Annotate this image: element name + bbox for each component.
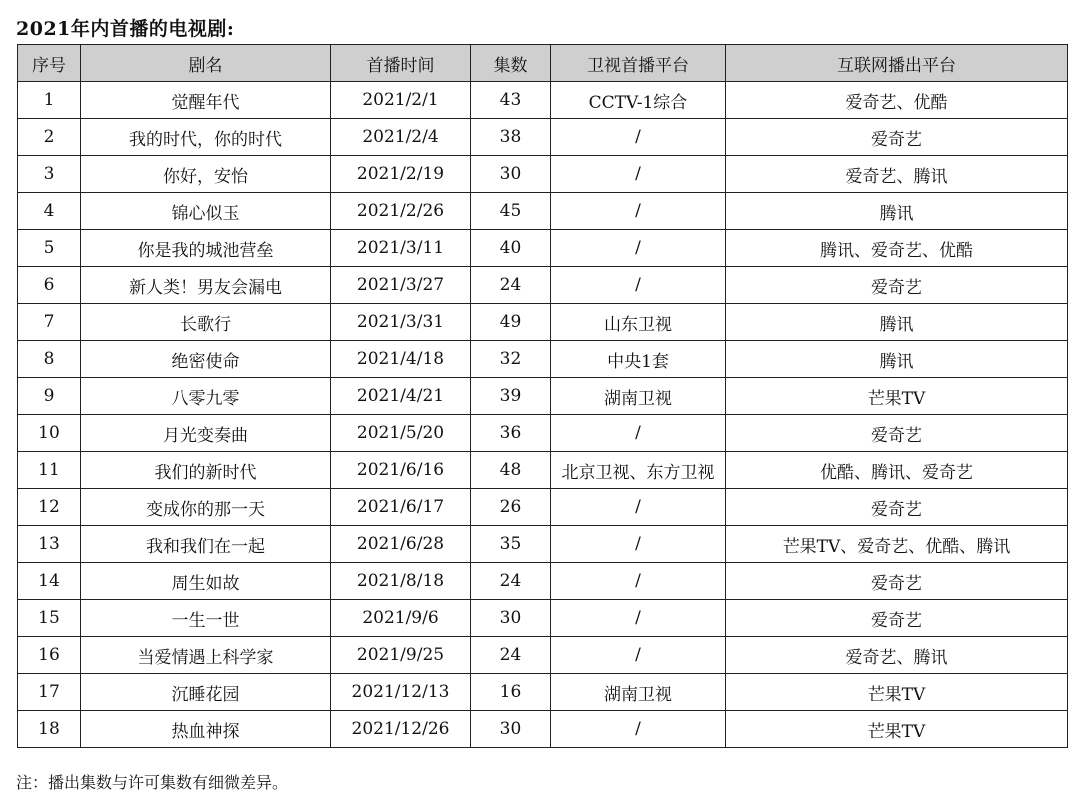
cell-tv-platform: / xyxy=(551,267,726,304)
cell-tv-platform: 湖南卫视 xyxy=(551,378,726,415)
cell-internet-platform: 腾讯、爱奇艺、优酷 xyxy=(726,230,1068,267)
cell-tv-platform: 山东卫视 xyxy=(551,304,726,341)
table-row xyxy=(18,711,1068,748)
cell-premiere-date: 2021/5/20 xyxy=(331,415,471,452)
cell-premiere-date: 2021/4/21 xyxy=(331,378,471,415)
table-row xyxy=(18,674,1068,711)
cell-internet-platform: 爱奇艺 xyxy=(726,267,1068,304)
cell-index: 13 xyxy=(18,526,81,563)
cell-premiere-date: 2021/12/13 xyxy=(331,674,471,711)
cell-premiere-date: 2021/3/27 xyxy=(331,267,471,304)
cell-episodes: 45 xyxy=(471,193,551,230)
page-title: 2021年内首播的电视剧: xyxy=(16,18,235,40)
cell-episodes: 35 xyxy=(471,526,551,563)
cell-index: 15 xyxy=(18,600,81,637)
table-row xyxy=(18,230,1068,267)
cell-tv-platform: / xyxy=(551,230,726,267)
cell-index: 16 xyxy=(18,637,81,674)
cell-index: 8 xyxy=(18,341,81,378)
cell-tv-platform: / xyxy=(551,119,726,156)
table-row xyxy=(18,156,1068,193)
cell-title: 你好，安怡 xyxy=(81,156,331,193)
cell-internet-platform: 爱奇艺 xyxy=(726,563,1068,600)
cell-internet-platform: 爱奇艺 xyxy=(726,489,1068,526)
cell-internet-platform: 芒果TV xyxy=(726,378,1068,415)
cell-tv-platform: / xyxy=(551,637,726,674)
cell-internet-platform: 爱奇艺 xyxy=(726,415,1068,452)
table-row xyxy=(18,452,1068,489)
table-row xyxy=(18,378,1068,415)
cell-tv-platform: / xyxy=(551,193,726,230)
table-header-row xyxy=(18,45,1068,82)
cell-premiere-date: 2021/9/6 xyxy=(331,600,471,637)
cell-title: 一生一世 xyxy=(81,600,331,637)
cell-episodes: 32 xyxy=(471,341,551,378)
cell-episodes: 24 xyxy=(471,637,551,674)
cell-tv-platform: / xyxy=(551,563,726,600)
cell-internet-platform: 爱奇艺、优酷 xyxy=(726,82,1068,119)
cell-title: 你是我的城池营垒 xyxy=(81,230,331,267)
cell-index: 2 xyxy=(18,119,81,156)
cell-episodes: 38 xyxy=(471,119,551,156)
cell-title: 锦心似玉 xyxy=(81,193,331,230)
cell-tv-platform: / xyxy=(551,415,726,452)
col-header-title: 剧名 xyxy=(81,45,331,82)
cell-title: 变成你的那一天 xyxy=(81,489,331,526)
cell-premiere-date: 2021/6/17 xyxy=(331,489,471,526)
cell-premiere-date: 2021/2/4 xyxy=(331,119,471,156)
cell-title: 我们的新时代 xyxy=(81,452,331,489)
table-row xyxy=(18,304,1068,341)
cell-premiere-date: 2021/8/18 xyxy=(331,563,471,600)
cell-premiere-date: 2021/2/26 xyxy=(331,193,471,230)
cell-premiere-date: 2021/3/31 xyxy=(331,304,471,341)
cell-title: 我的时代，你的时代 xyxy=(81,119,331,156)
cell-title: 我和我们在一起 xyxy=(81,526,331,563)
cell-internet-platform: 优酷、腾讯、爱奇艺 xyxy=(726,452,1068,489)
cell-episodes: 16 xyxy=(471,674,551,711)
cell-episodes: 36 xyxy=(471,415,551,452)
cell-tv-platform: 北京卫视、东方卫视 xyxy=(551,452,726,489)
cell-premiere-date: 2021/12/26 xyxy=(331,711,471,748)
cell-internet-platform: 爱奇艺 xyxy=(726,600,1068,637)
cell-title: 沉睡花园 xyxy=(81,674,331,711)
cell-title: 当爱情遇上科学家 xyxy=(81,637,331,674)
cell-premiere-date: 2021/9/25 xyxy=(331,637,471,674)
cell-internet-platform: 芒果TV、爱奇艺、优酷、腾讯 xyxy=(726,526,1068,563)
cell-episodes: 30 xyxy=(471,600,551,637)
cell-index: 14 xyxy=(18,563,81,600)
cell-index: 3 xyxy=(18,156,81,193)
col-header-index: 序号 xyxy=(18,45,81,82)
cell-episodes: 40 xyxy=(471,230,551,267)
cell-internet-platform: 爱奇艺、腾讯 xyxy=(726,156,1068,193)
cell-internet-platform: 爱奇艺、腾讯 xyxy=(726,637,1068,674)
cell-title: 绝密使命 xyxy=(81,341,331,378)
cell-title: 觉醒年代 xyxy=(81,82,331,119)
cell-index: 1 xyxy=(18,82,81,119)
cell-premiere-date: 2021/4/18 xyxy=(331,341,471,378)
table-row xyxy=(18,526,1068,563)
table-row xyxy=(18,563,1068,600)
cell-tv-platform: / xyxy=(551,156,726,193)
cell-index: 10 xyxy=(18,415,81,452)
cell-internet-platform: 腾讯 xyxy=(726,341,1068,378)
cell-title: 周生如故 xyxy=(81,563,331,600)
cell-index: 5 xyxy=(18,230,81,267)
cell-tv-platform: / xyxy=(551,711,726,748)
cell-tv-platform: 中央1套 xyxy=(551,341,726,378)
cell-episodes: 49 xyxy=(471,304,551,341)
cell-tv-platform: CCTV-1综合 xyxy=(551,82,726,119)
cell-index: 9 xyxy=(18,378,81,415)
cell-episodes: 30 xyxy=(471,711,551,748)
cell-index: 7 xyxy=(18,304,81,341)
cell-title: 八零九零 xyxy=(81,378,331,415)
cell-premiere-date: 2021/3/11 xyxy=(331,230,471,267)
cell-episodes: 39 xyxy=(471,378,551,415)
table-body xyxy=(18,82,1068,748)
cell-title: 新人类！男友会漏电 xyxy=(81,267,331,304)
cell-internet-platform: 腾讯 xyxy=(726,304,1068,341)
cell-index: 17 xyxy=(18,674,81,711)
table-row xyxy=(18,119,1068,156)
cell-internet-platform: 爱奇艺 xyxy=(726,119,1068,156)
table-row xyxy=(18,489,1068,526)
table-row xyxy=(18,600,1068,637)
table-row xyxy=(18,341,1068,378)
footnote: 注：播出集数与许可集数有细微差异。 xyxy=(16,773,289,792)
cell-index: 18 xyxy=(18,711,81,748)
cell-tv-platform: 湖南卫视 xyxy=(551,674,726,711)
cell-title: 长歌行 xyxy=(81,304,331,341)
table-row xyxy=(18,193,1068,230)
cell-episodes: 24 xyxy=(471,563,551,600)
col-header-premiere-date: 首播时间 xyxy=(331,45,471,82)
cell-internet-platform: 芒果TV xyxy=(726,711,1068,748)
cell-tv-platform: / xyxy=(551,526,726,563)
col-header-tv-platform: 卫视首播平台 xyxy=(551,45,726,82)
cell-title: 月光变奏曲 xyxy=(81,415,331,452)
col-header-internet-platform: 互联网播出平台 xyxy=(726,45,1068,82)
cell-index: 11 xyxy=(18,452,81,489)
cell-index: 12 xyxy=(18,489,81,526)
cell-episodes: 43 xyxy=(471,82,551,119)
table-row xyxy=(18,415,1068,452)
table-row xyxy=(18,267,1068,304)
table-row xyxy=(18,82,1068,119)
cell-tv-platform: / xyxy=(551,489,726,526)
table-row xyxy=(18,637,1068,674)
cell-episodes: 24 xyxy=(471,267,551,304)
cell-premiere-date: 2021/2/1 xyxy=(331,82,471,119)
cell-premiere-date: 2021/6/28 xyxy=(331,526,471,563)
col-header-episodes: 集数 xyxy=(471,45,551,82)
cell-episodes: 48 xyxy=(471,452,551,489)
cell-index: 4 xyxy=(18,193,81,230)
cell-internet-platform: 芒果TV xyxy=(726,674,1068,711)
cell-tv-platform: / xyxy=(551,600,726,637)
cell-internet-platform: 腾讯 xyxy=(726,193,1068,230)
cell-premiere-date: 2021/6/16 xyxy=(331,452,471,489)
cell-episodes: 26 xyxy=(471,489,551,526)
cell-premiere-date: 2021/2/19 xyxy=(331,156,471,193)
cell-title: 热血神探 xyxy=(81,711,331,748)
cell-index: 6 xyxy=(18,267,81,304)
cell-episodes: 30 xyxy=(471,156,551,193)
tv-drama-table xyxy=(17,44,1068,748)
